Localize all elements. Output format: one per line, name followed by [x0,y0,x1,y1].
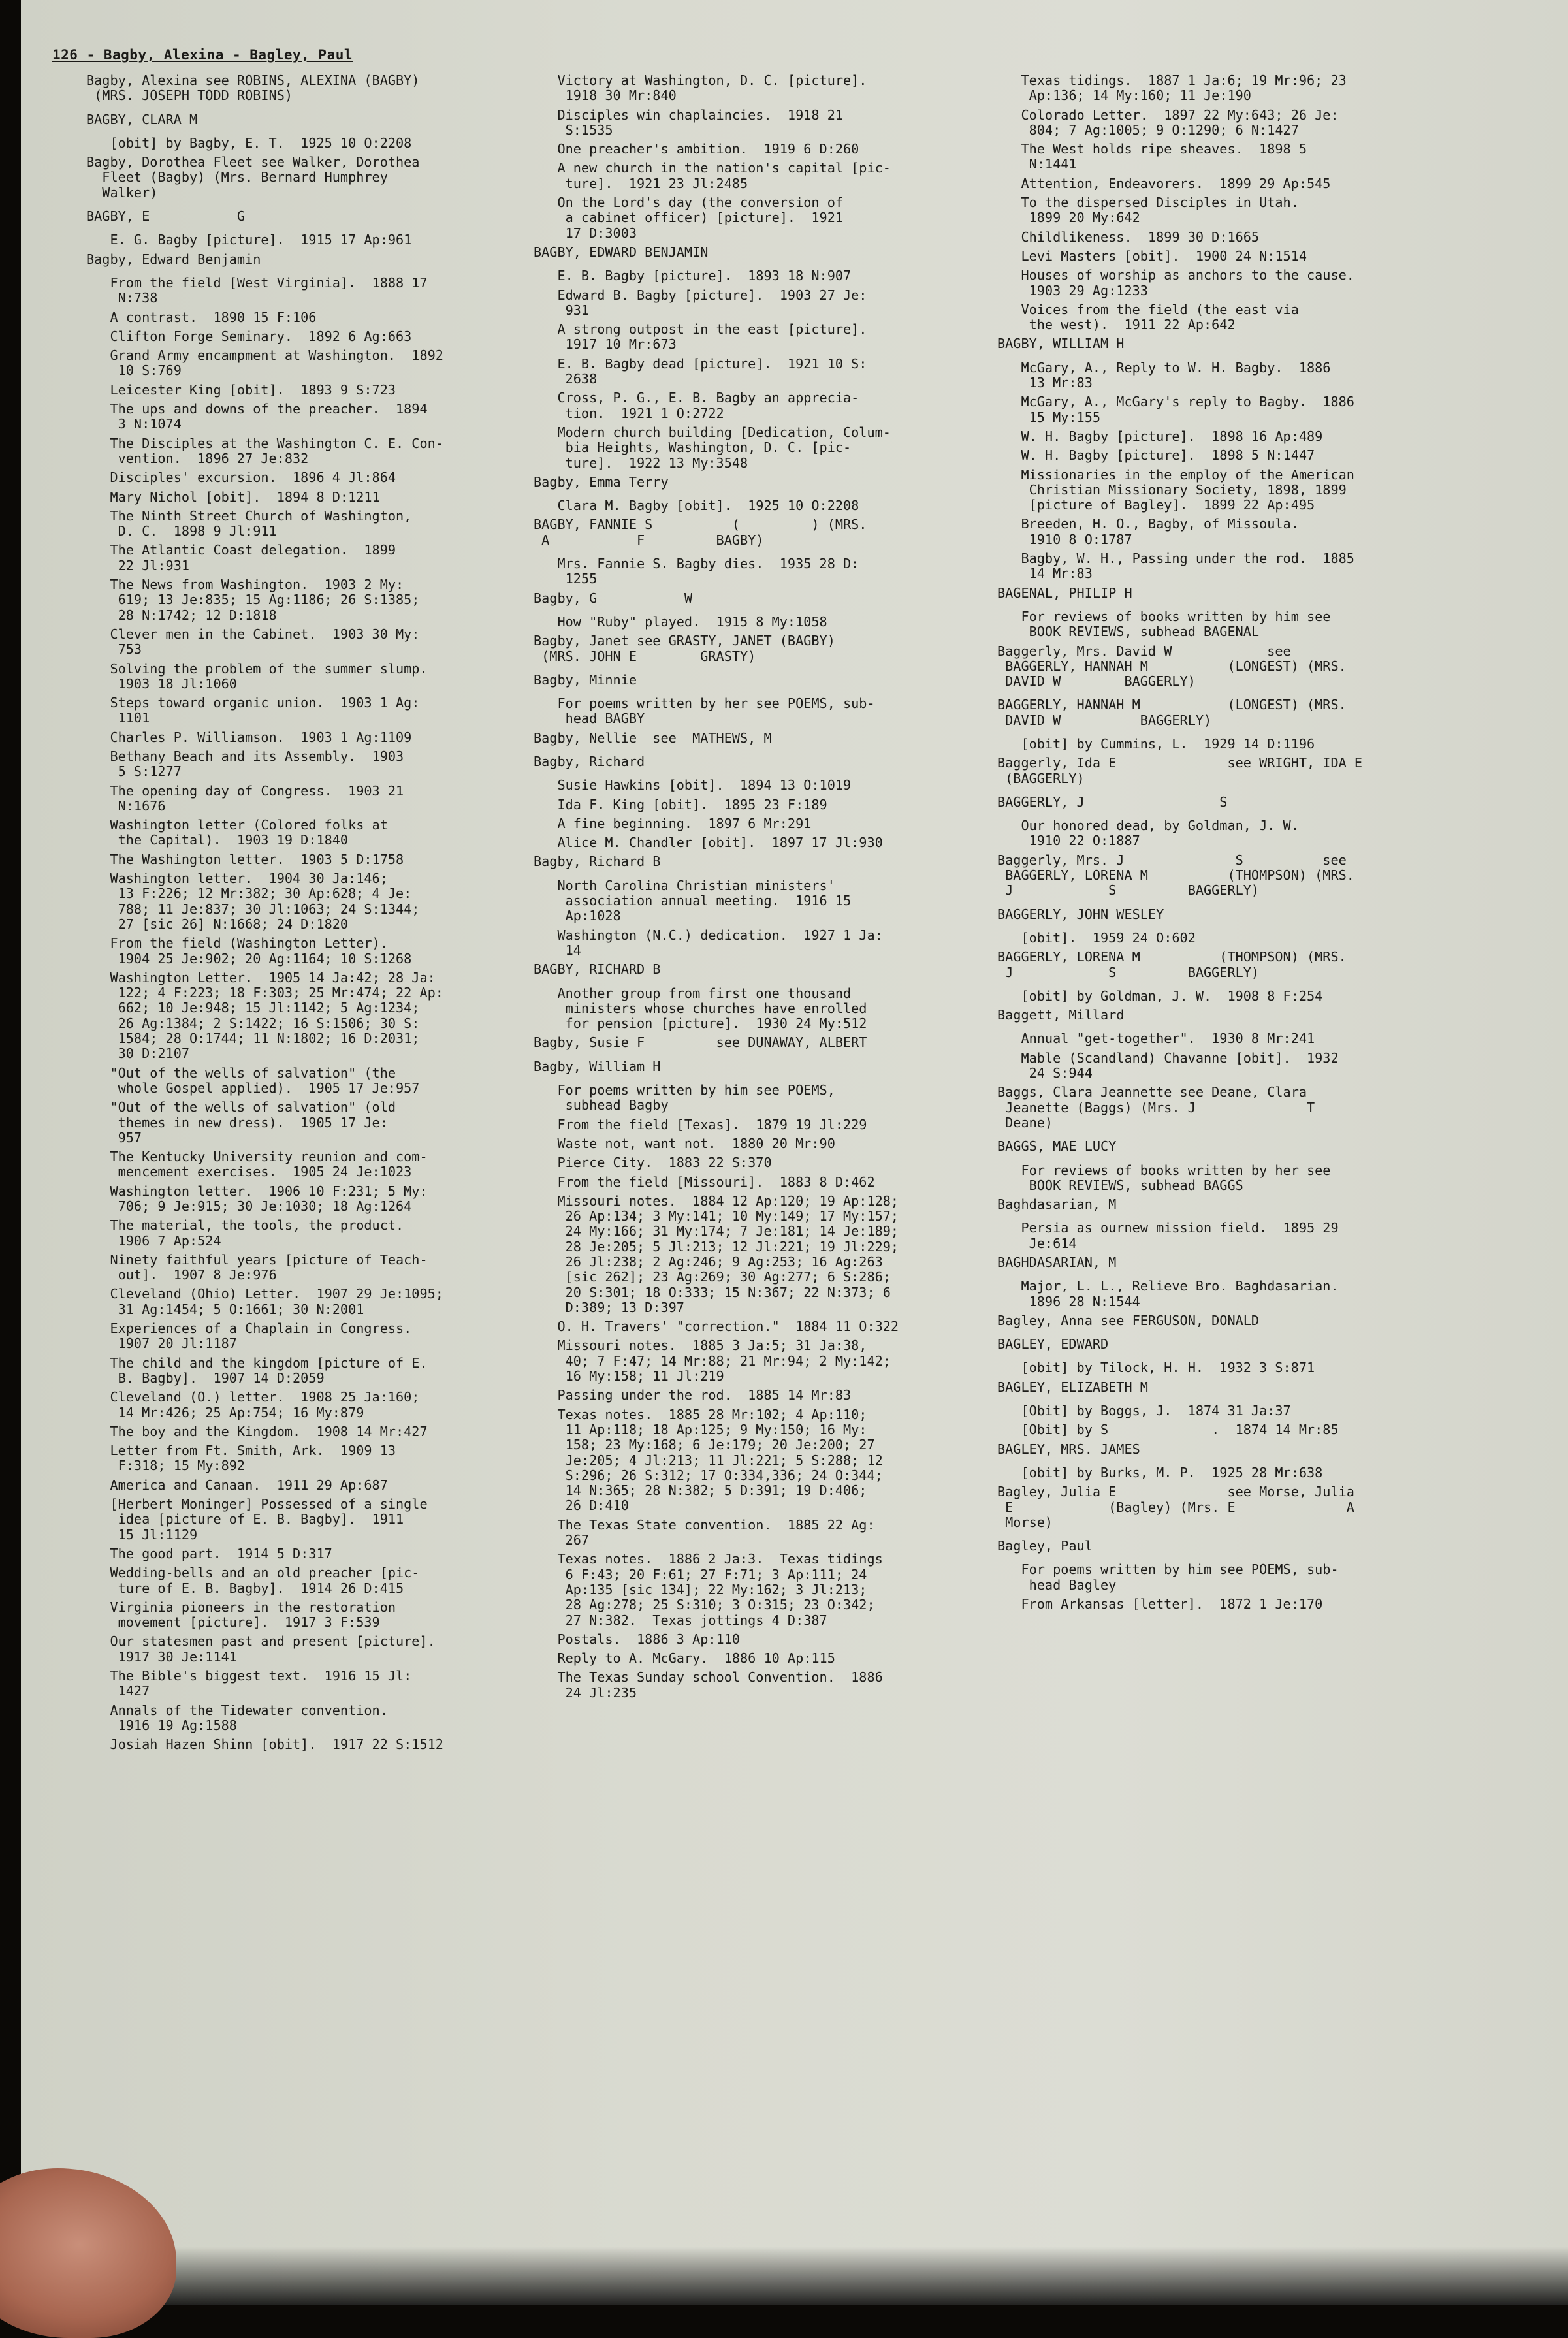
index-heading: BAGLEY, EDWARD [997,1336,1109,1353]
index-heading: Bagby, Richard B [534,854,661,870]
index-citation: Solving the problem of the summer slump. 1903 18 Jl:1060 [110,660,428,692]
index-citation: The West holds ripe sheaves. 1898 5 N:1441 [1021,141,1307,172]
index-heading: Bagby, William H [534,1058,661,1074]
index-citation: To the dispersed Disciples in Utah. 1899 20 My:642 [1021,195,1299,226]
index-heading: Bagby, Minnie [534,671,637,688]
index-citation: W. H. Bagby [picture]. 1898 16 Ap:489 [997,428,1323,444]
index-citation: Missouri notes. 1884 12 Ap:120; 19 Ap:128; 26 Ap:134; 3 My:141; 10 My:149; 17 My:157; 24 My:166; 31 My:174; 7 Je:181; 14 Je:189; 28 Je:205; 5 Jl:213; 12 Jl:221; 19 Jl:229; 26 Jl:238; 2 Ag:246; 9 Ag:253; 16 Ag:263 [sic 262]; 23 Ag:269; 30 Ag:277; 6 S:286; 20 S:301; 18 O:333; 15 N:367; 22 N:373; 6 D:389; 13 D:397 [557,1193,899,1315]
index-citation: For poems written by him see POEMS, sub- head Bagley [1021,1561,1339,1593]
index-citation: Washington letter. 1904 30 Ja:146; 13 F:226; 12 Mr:382; 30 Ap:628; 4 Je: 788; 11 Je:837; 30 Jl:1063; 24 S:1344; 27 [sic 26] N:1668; 24 D:1820 [110,871,420,932]
index-citation: Charles P. Williamson. 1903 1 Ag:1109 [86,729,412,745]
index-citation: Letter from Ft. Smith, Ark. 1909 13 F:318; 15 My:892 [110,1443,396,1474]
index-citation: Bagby, W. H., Passing under the rod. 1885 14 Mr:83 [1021,551,1354,582]
index-citation: A fine beginning. 1897 6 Mr:291 [534,815,812,831]
index-citation: The Disciples at the Washington C. E. Con- vention. 1896 27 Je:832 [110,435,443,466]
index-citation: The Texas State convention. 1885 22 Ag: 267 [557,1516,875,1548]
index-citation: Bethany Beach and its Assembly. 1903 5 S:1277 [110,748,404,780]
index-citation: Persia as ournew mission field. 1895 29 Je:614 [1021,1220,1339,1251]
index-heading: Bagley, Anna see FERGUSON, DONALD [997,1312,1260,1328]
index-citation: For reviews of books written by him see BOOK REVIEWS, subhead BAGENAL [1021,608,1331,640]
index-heading: BAGBY, WILLIAM H [997,336,1125,352]
index-citation: Alice M. Chandler [obit]. 1897 17 Jl:930 [534,835,883,851]
index-citation: Clifton Forge Seminary. 1892 6 Ag:663 [86,328,412,344]
index-heading: BAGHDASARIAN, M [997,1255,1117,1270]
index-citation: Josiah Hazen Shinn [obit]. 1917 22 S:1512 [86,1737,443,1753]
index-citation: W. H. Bagby [picture]. 1898 5 N:1447 [997,447,1315,464]
index-citation: The Texas Sunday school Convention. 1886 24 Jl:235 [557,1669,883,1701]
index-citation: Another group from first one thousand ministers whose churches have enrolled for pension [picture]. 1930 24 My:512 [557,985,867,1032]
index-heading: Bagby, Janet see GRASTY, JANET (BAGBY) (MRS. JOHN E GRASTY) [534,633,835,664]
index-citation: [obit]. 1959 24 O:602 [997,929,1196,946]
index-heading: Bagby, Richard [534,753,645,769]
index-citation: A strong outpost in the east [picture]. 1917 10 Mr:673 [557,321,867,353]
index-citation: The material, the tools, the product. 1906 7 Ap:524 [110,1217,404,1249]
page-header: 126 - Bagby, Alexina - Bagley, Paul [52,47,353,63]
index-citation: McGary, A., Reply to W. H. Bagby. 1886 13 Mr:83 [1021,359,1331,391]
index-citation: From the field [Missouri]. 1883 8 D:462 [534,1174,875,1190]
index-citation: The Ninth Street Church of Washington, D. C. 1898 9 Jl:911 [110,507,412,539]
index-heading: BAGENAL, PHILIP H [997,584,1132,601]
index-citation: Mable (Scandland) Chavanne [obit]. 1932 24 S:944 [1021,1049,1339,1081]
index-citation: E. B. Bagby dead [picture]. 1921 10 S: 2638 [557,355,867,387]
index-heading: Baggerly, Mrs. David W see BAGGERLY, HANNAH M (LONGEST) (MRS. DAVID W BAGGERLY) [997,643,1347,690]
index-heading: BAGLEY, MRS. JAMES [997,1441,1140,1457]
index-citation: [obit] by Goldman, J. W. 1908 8 F:254 [997,987,1323,1004]
index-citation: For poems written by her see POEMS, sub- head BAGBY [557,696,875,727]
index-citation: From Arkansas [letter]. 1872 1 Je:170 [997,1596,1323,1612]
index-citation: Susie Hawkins [obit]. 1894 13 O:1019 [534,777,852,793]
index-citation: Colorado Letter. 1897 22 My:643; 26 Je: 804; 7 Ag:1005; 9 O:1290; 6 N:1427 [1021,106,1339,138]
index-heading: BAGGERLY, JOHN WESLEY [997,906,1164,922]
index-citation: Experiences of a Chaplain in Congress. 1907 20 Jl:1187 [110,1321,412,1352]
index-citation: Cleveland (Ohio) Letter. 1907 29 Je:1095; 31 Ag:1454; 5 O:1661; 30 N:2001 [110,1286,443,1317]
index-heading: Bagby, Emma Terry [534,473,669,490]
index-citation: Passing under the rod. 1885 14 Mr:83 [534,1387,852,1403]
index-citation: From the field (Washington Letter). 1904 25 Je:902; 20 Ag:1164; 10 S:1268 [110,935,412,967]
index-citation: A contrast. 1890 15 F:106 [86,309,317,325]
index-citation: From the field [West Virginia]. 1888 17 N:738 [110,274,428,306]
index-citation: Washington (N.C.) dedication. 1927 1 Ja: 14 [557,927,883,958]
index-heading: Baggerly, Mrs. J S see BAGGERLY, LORENA M (THOMPSON) (MRS. J S BAGGERLY) [997,852,1354,899]
index-citation: Victory at Washington, D. C. [picture]. 1918 30 Mr:840 [557,72,867,104]
index-heading: BAGBY, E G [86,208,246,225]
index-heading: Bagley, Paul [997,1538,1093,1554]
index-citation: From the field [Texas]. 1879 19 Jl:229 [534,1116,867,1132]
index-citation: Modern church building [Dedication, Colum- bia Heights, Washington, D. C. [pic- ture]. 1922 13 My:3548 [557,424,891,471]
index-citation: Mrs. Fannie S. Bagby dies. 1935 28 D: 1255 [557,556,859,587]
index-citation: The child and the kingdom [picture of E. B. Bagby]. 1907 14 D:2059 [110,1354,428,1386]
index-citation: Missionaries in the employ of the American Christian Missionary Society, 1898, 1899 [picture of Bagley]. 1899 22 Ap:495 [1021,466,1354,513]
index-citation: Postals. 1886 3 Ap:110 [534,1631,741,1647]
index-citation: Major, L. L., Relieve Bro. Baghdasarian. 1896 28 N:1544 [1021,1278,1339,1309]
index-citation: Washington letter (Colored folks at the Capital). 1903 19 D:1840 [110,817,388,848]
index-heading: BAGLEY, ELIZABETH M [997,1379,1148,1395]
index-column-1 [86,73,530,1757]
index-citation: Annual "get-together". 1930 8 Mr:241 [997,1031,1315,1047]
index-citation: Edward B. Bagby [picture]. 1903 27 Je: 931 [557,287,867,318]
index-citation: Disciples win chaplaincies. 1918 21 S:1535 [557,106,844,138]
index-citation: [Obit] by Boggs, J. 1874 31 Ja:37 [997,1403,1291,1419]
index-citation: On the Lord's day (the conversion of a cabinet officer) [picture]. 1921 17 D:3003 [557,195,844,241]
index-heading: Bagby, Alexina see ROBINS, ALEXINA (BAGBY) (MRS. JOSEPH TODD ROBINS) [86,72,420,104]
index-heading: Bagby, Susie F see DUNAWAY, ALBERT [534,1034,867,1051]
index-citation: North Carolina Christian ministers' association annual meeting. 1916 15 Ap:1028 [557,877,852,924]
index-citation: E. B. Bagby [picture]. 1893 18 N:907 [534,268,852,284]
index-heading: Baggs, Clara Jeannette see Deane, Clara Jeanette (Baggs) (Mrs. J T Deane) [997,1084,1315,1130]
index-citation: Wedding-bells and an old preacher [pic- ture of E. B. Bagby]. 1914 26 D:415 [110,1565,420,1596]
index-citation: How "Ruby" played. 1915 8 My:1058 [534,613,827,630]
index-citation: Leicester King [obit]. 1893 9 S:723 [86,381,396,398]
index-citation: Ida F. King [obit]. 1895 23 F:189 [534,796,827,812]
index-heading: Bagby, Edward Benjamin [86,251,261,267]
index-heading: BAGBY, RICHARD B [534,961,661,978]
index-citation: Breeden, H. O., Bagby, of Missoula. 1910 8 O:1787 [1021,516,1299,547]
index-heading: Baggett, Millard [997,1007,1125,1023]
index-citation: [obit] by Bagby, E. T. 1925 10 O:2208 [86,135,412,151]
index-column-2 [534,73,991,1705]
index-heading: Baggerly, Ida E see WRIGHT, IDA E (BAGGERLY) [997,755,1363,786]
index-citation: The boy and the Kingdom. 1908 14 Mr:427 [86,1423,428,1439]
index-heading: Bagby, Dorothea Fleet see Walker, Dorothea Fleet (Bagby) (Mrs. Bernard Humphrey Walker) [86,154,420,200]
index-heading: BAGBY, CLARA M [86,111,198,127]
index-citation: Virginia pioneers in the restoration movement [picture]. 1917 3 F:539 [110,1599,396,1631]
index-citation: The Washington letter. 1903 5 D:1758 [86,851,404,867]
index-citation: America and Canaan. 1911 29 Ap:687 [86,1477,388,1493]
index-heading: Bagby, G W [534,590,693,606]
index-heading: BAGGERLY, LORENA M (THOMPSON) (MRS. J S BAGGERLY) [997,949,1347,980]
index-citation: Mary Nichol [obit]. 1894 8 D:1211 [86,488,380,505]
index-citation: [obit] by Tilock, H. H. 1932 3 S:871 [997,1360,1315,1376]
index-citation: One preacher's ambition. 1919 6 D:260 [534,141,859,157]
index-citation: The ups and downs of the preacher. 1894 3 N:1074 [110,401,428,432]
index-heading: BAGGERLY, J S [997,793,1228,810]
index-citation: [obit] by Burks, M. P. 1925 28 Mr:638 [997,1464,1323,1481]
page-bottom-shadow [21,2247,1568,2305]
index-citation: The Atlantic Coast delegation. 1899 22 Jl:931 [110,542,396,573]
index-citation: Clever men in the Cabinet. 1903 30 My: 753 [110,626,420,658]
index-citation: Childlikeness. 1899 30 D:1665 [997,229,1260,245]
index-citation: Pierce City. 1883 22 S:370 [534,1155,772,1171]
index-citation: "Out of the wells of salvation" (old themes in new dress). 1905 17 Je: 957 [110,1099,396,1145]
index-citation: Washington Letter. 1905 14 Ja:42; 28 Ja: 122; 4 F:223; 18 F:303; 25 Mr:474; 22 Ap: 662; 10 Je:948; 15 Jl:1142; 5 Ag:1234; 26 Ag:1384; 2 S:1422; 16 S:1506; 30 S: 1584; 28 O:1744; 11 N:1802; 16 D:2031; 30 D:2107 [110,969,443,1062]
index-heading: BAGGERLY, HANNAH M (LONGEST) (MRS. DAVID W BAGGERLY) [997,697,1347,728]
index-citation: The News from Washington. 1903 2 My: 619; 13 Je:835; 15 Ag:1186; 26 S:1385; 28 N:1742; 12 D:1818 [110,577,420,623]
index-citation: Missouri notes. 1885 3 Ja:5; 31 Ja:38, 40; 7 F:47; 14 Mr:88; 21 Mr:94; 2 My:142; 16 My:158; 11 Jl:219 [557,1337,891,1385]
index-citation: [Obit] by S . 1874 14 Mr:85 [997,1422,1339,1438]
index-citation: Reply to A. McGary. 1886 10 Ap:115 [534,1650,835,1667]
index-citation: Washington letter. 1906 10 F:231; 5 My: 706; 9 Je:915; 30 Je:1030; 18 Ag:1264 [110,1183,428,1214]
index-citation: Grand Army encampment at Washington. 1892 10 S:769 [110,347,443,379]
index-heading: Bagley, Julia E see Morse, Julia E (Bagley) (Mrs. E A Morse) [997,1484,1354,1530]
index-citation: The opening day of Congress. 1903 21 N:1676 [110,782,404,814]
index-citation: A new church in the nation's capital [pic- ture]. 1921 23 Jl:2485 [557,160,891,191]
index-citation: Cross, P. G., E. B. Bagby an apprecia- tion. 1921 1 O:2722 [557,390,859,421]
index-citation: O. H. Travers' "correction." 1884 11 O:322 [534,1319,899,1335]
index-citation: The good part. 1914 5 D:317 [86,1545,332,1561]
index-citation: McGary, A., McGary's reply to Bagby. 1886 15 My:155 [1021,394,1354,425]
index-citation: E. G. Bagby [picture]. 1915 17 Ap:961 [86,232,412,248]
index-citation: For reviews of books written by her see BOOK REVIEWS, subhead BAGGS [1021,1162,1331,1193]
index-citation: Levi Masters [obit]. 1900 24 N:1514 [997,248,1307,264]
index-citation: "Out of the wells of salvation" (the whole Gospel applied). 1905 17 Je:957 [110,1065,420,1096]
index-citation: Waste not, want not. 1880 20 Mr:90 [534,1135,835,1151]
index-column-3 [997,73,1533,1616]
index-citation: For poems written by him see POEMS, subhead Bagby [557,1082,835,1113]
index-citation: [obit] by Cummins, L. 1929 14 D:1196 [997,735,1315,752]
index-citation: Our statesmen past and present [picture]. 1917 30 Je:1141 [110,1633,436,1665]
index-heading: Baghdasarian, M [997,1196,1117,1213]
index-citation: Texas notes. 1886 2 Ja:3. Texas tidings 6 F:43; 20 F:61; 27 F:71; 3 Ap:111; 24 Ap:135 [sic 134]; 22 My:162; 3 Jl:213; 28 Ag:278; 25 S:310; 3 O:315; 23 O:342; 27 N:382. Texas jottings 4 D:387 [557,1551,883,1628]
index-heading: BAGGS, MAE LUCY [997,1138,1117,1155]
index-heading: BAGBY, EDWARD BENJAMIN [534,244,709,260]
index-citation: The Kentucky University reunion and com- mencement exercises. 1905 24 Je:1023 [110,1149,428,1180]
document-page [21,0,1568,2305]
index-citation: The Bible's biggest text. 1916 15 Jl: 1427 [110,1668,412,1699]
index-citation: Clara M. Bagby [obit]. 1925 10 O:2208 [534,498,859,514]
index-citation: Attention, Endeavorers. 1899 29 Ap:545 [997,175,1331,191]
index-citation: Cleveland (O.) letter. 1908 25 Ja:160; 14 Mr:426; 25 Ap:754; 16 My:879 [110,1389,420,1420]
index-citation: Annals of the Tidewater convention. 1916 19 Ag:1588 [110,1702,388,1733]
index-heading: BAGBY, FANNIE S ( ) (MRS. A F BAGBY) [534,517,867,548]
index-citation: Ninety faithful years [picture of Teach- out]. 1907 8 Je:976 [110,1251,428,1283]
index-citation: Texas notes. 1885 28 Mr:102; 4 Ap:110; 11 Ap:118; 18 Ap:125; 9 My:150; 16 My: 158; 23 My:168; 6 Je:179; 20 Je:200; 27 Je:205; 4 Jl:213; 11 Jl:221; 5 S:288; 12 S:296; 26 S:312; 17 O:334,336; 24 O:344; 14 N:365; 28 N:382; 5 D:391; 19 D:406; 26 D:410 [557,1406,883,1514]
index-citation: Houses of worship as anchors to the cause. 1903 29 Ag:1233 [1021,267,1354,298]
index-heading: Bagby, Nellie see MATHEWS, M [534,729,772,746]
index-citation: Steps toward organic union. 1903 1 Ag: 1101 [110,695,420,726]
index-citation: [Herbert Moninger] Possessed of a single idea [picture of E. B. Bagby]. 1911 15 Jl:1129 [110,1496,428,1543]
index-citation: Our honored dead, by Goldman, J. W. 1910 22 O:1887 [1021,818,1299,849]
index-citation: Disciples' excursion. 1896 4 Jl:864 [86,470,396,486]
index-citation: Voices from the field (the east via the west). 1911 22 Ap:642 [1021,301,1299,333]
index-citation: Texas tidings. 1887 1 Ja:6; 19 Mr:96; 23 Ap:136; 14 My:160; 11 Je:190 [1021,72,1347,104]
